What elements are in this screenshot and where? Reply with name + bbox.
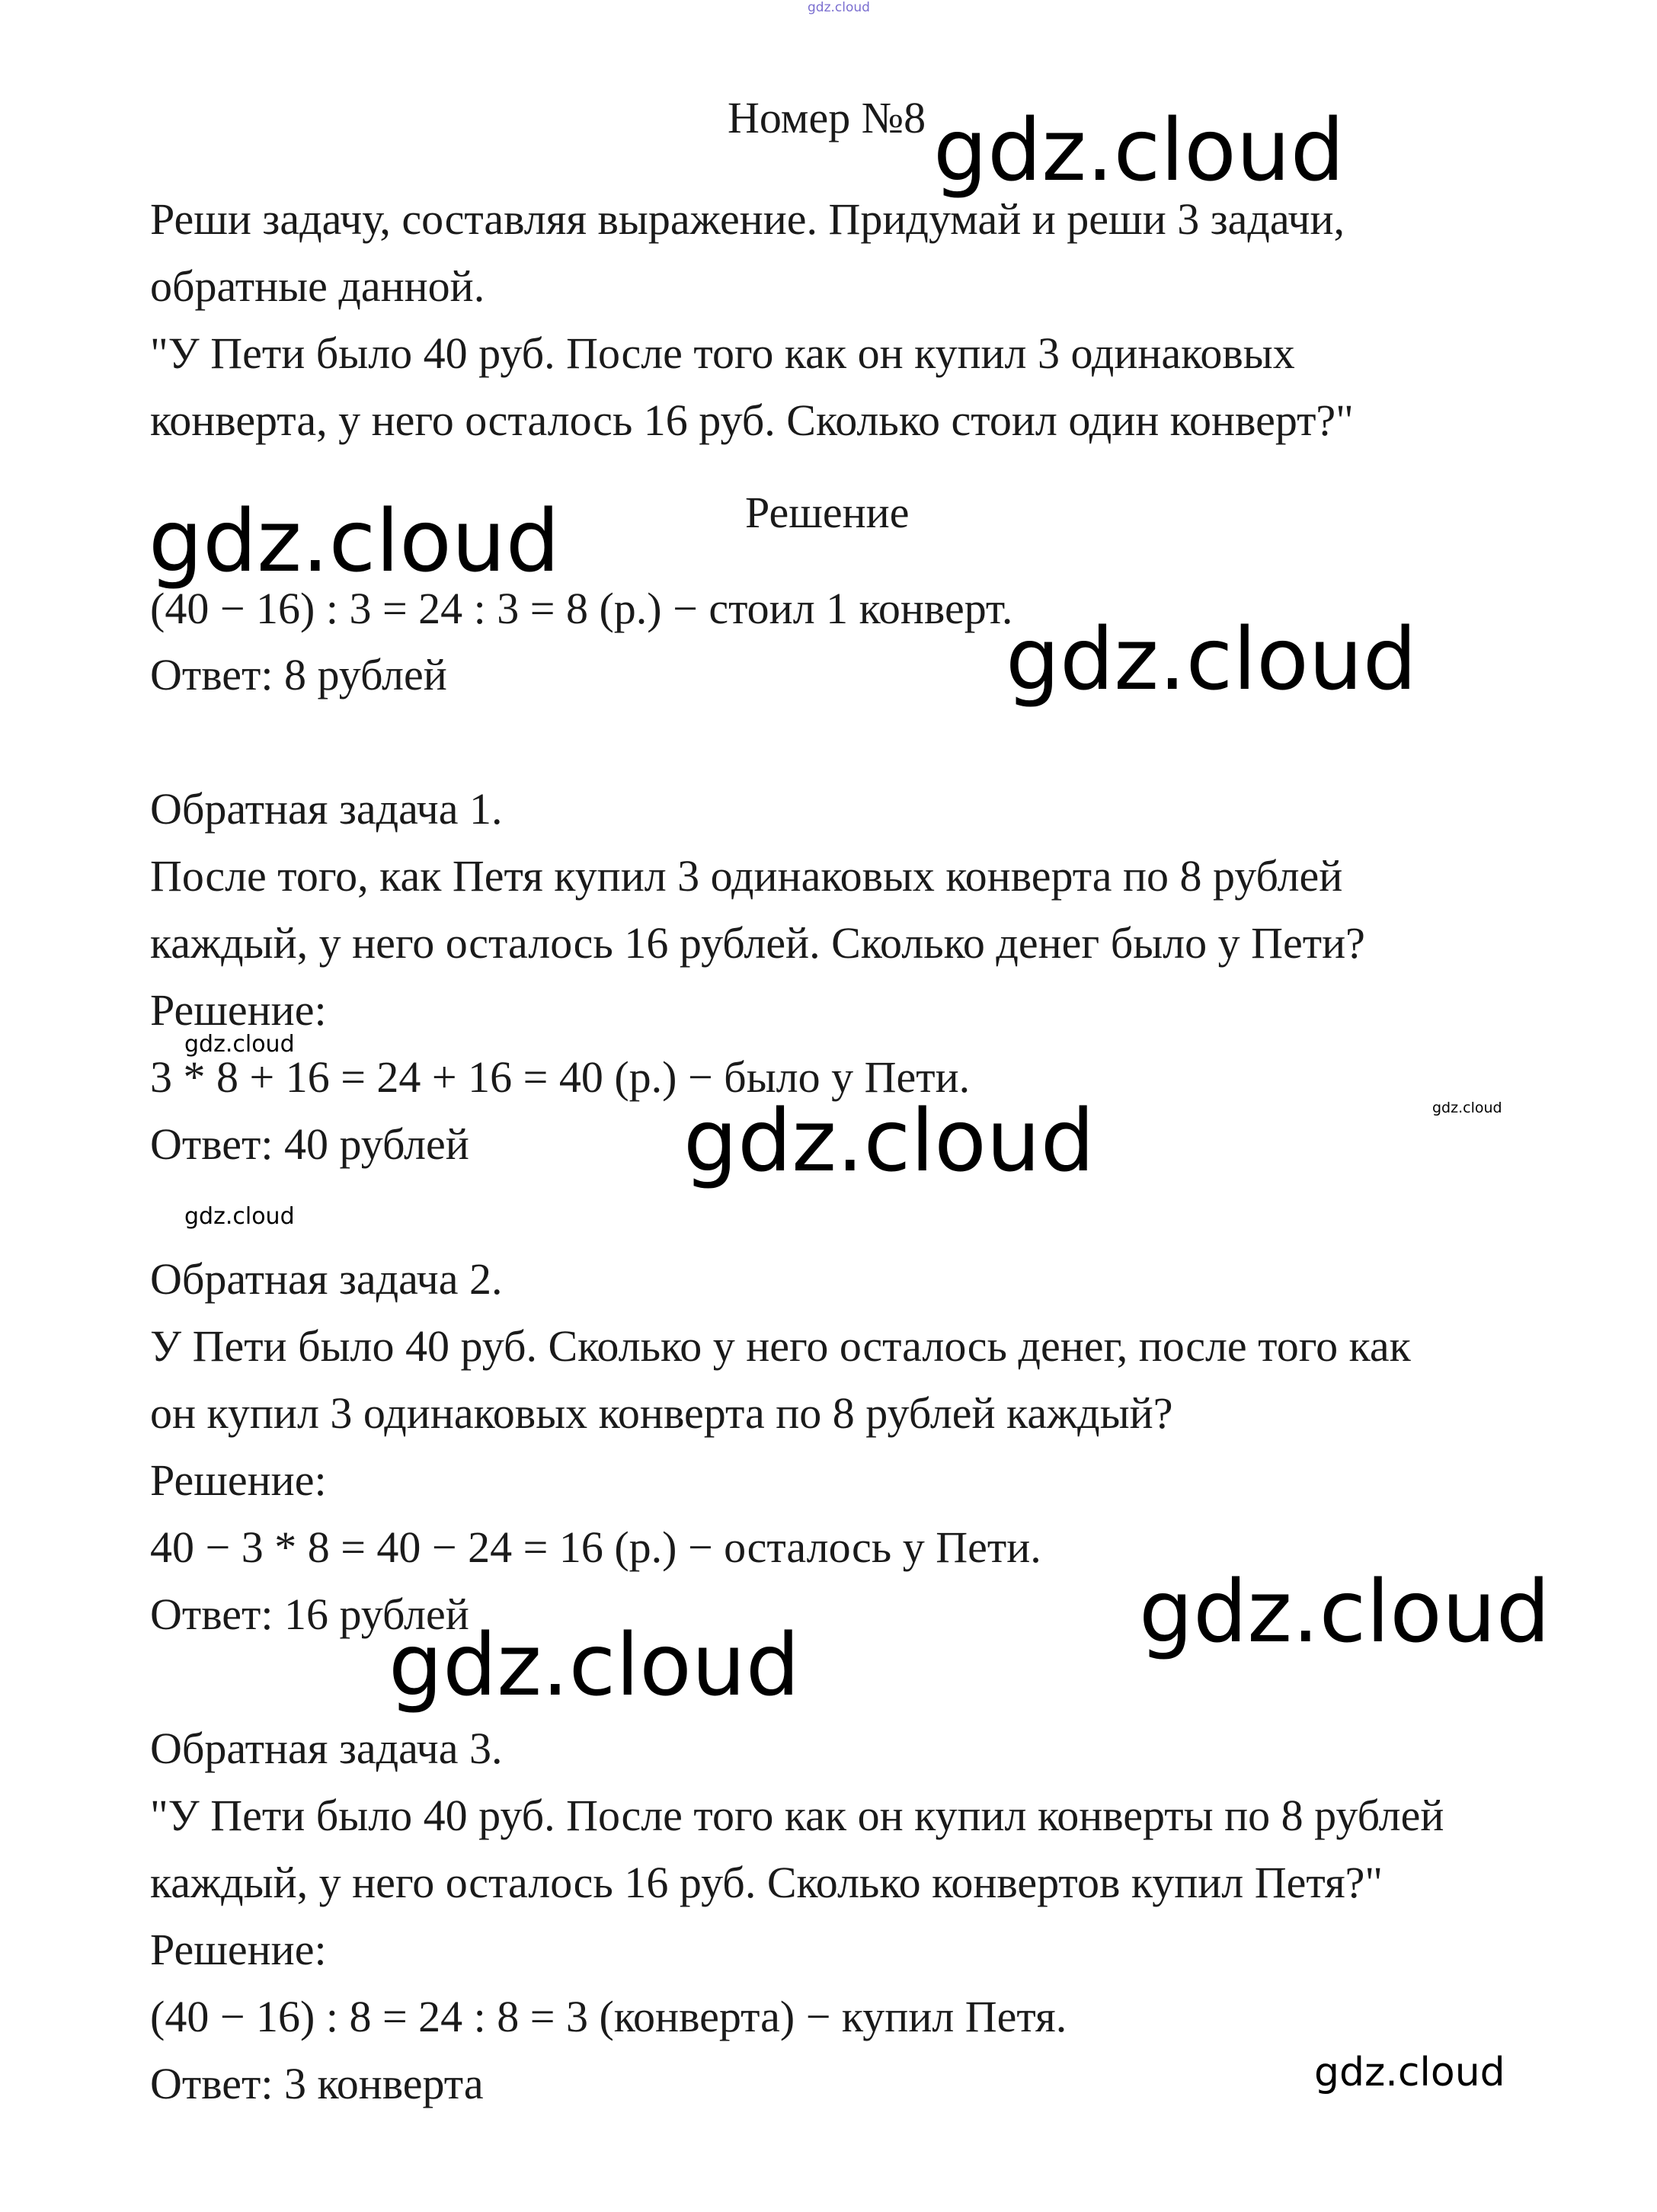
inverse-task-3-text: каждый, у него осталось 16 руб. Сколько конвертов купил Петя?" [150, 1858, 1383, 1907]
watermark: gdz.cloud [1314, 2050, 1505, 2095]
inverse-task-1-text: После того, как Петя купил 3 одинаковых конверта по 8 рублей [150, 851, 1343, 901]
watermark-top: gdz.cloud [808, 0, 870, 15]
watermark: gdz.cloud [184, 1203, 295, 1230]
inverse-task-1-expression: 3 * 8 + 16 = 24 + 16 = 40 (р.) − было у Пети. [150, 1052, 971, 1102]
watermark: gdz.cloud [1139, 1563, 1550, 1662]
inverse-task-2-answer: Ответ: 16 рублей [150, 1589, 469, 1639]
solution-heading: Решение [745, 488, 910, 537]
watermark: gdz.cloud [389, 1616, 800, 1715]
watermark: gdz.cloud [149, 492, 560, 591]
inverse-task-3-text: "У Пети было 40 руб. После того как он купил конверты по 8 рублей [150, 1791, 1444, 1840]
watermark: gdz.cloud [184, 1031, 295, 1058]
inverse-task-2-heading: Обратная задача 2. [150, 1254, 503, 1304]
inverse-task-2-text: он купил 3 одинаковых конверта по 8 рублей каждый? [150, 1388, 1173, 1438]
watermark: gdz.cloud [1432, 1100, 1502, 1116]
page-title: Номер №8 [728, 93, 926, 142]
inverse-task-1-text: каждый, у него осталось 16 рублей. Сколько денег было у Пети? [150, 918, 1365, 968]
watermark: gdz.cloud [1006, 610, 1417, 709]
inverse-task-2-text: У Пети было 40 руб. Сколько у него осталось денег, после того как [150, 1321, 1411, 1371]
inverse-task-2-solution-label: Решение: [150, 1455, 327, 1505]
watermark: gdz.cloud [933, 101, 1345, 200]
watermark: gdz.cloud [683, 1092, 1095, 1191]
inverse-task-3-answer: Ответ: 3 конверта [150, 2059, 484, 2108]
inverse-task-1-answer: Ответ: 40 рублей [150, 1119, 469, 1169]
task-text-line: обратные данной. [150, 261, 485, 311]
inverse-task-1-heading: Обратная задача 1. [150, 784, 503, 834]
task-text-line: конверта, у него осталось 16 руб. Сколько стоил один конверт?" [150, 395, 1354, 445]
solution-expression: (40 − 16) : 3 = 24 : 3 = 8 (р.) − стоил 1 конверт. [150, 584, 1013, 633]
solution-answer: Ответ: 8 рублей [150, 650, 447, 699]
inverse-task-1-solution-label: Решение: [150, 985, 327, 1035]
inverse-task-3-heading: Обратная задача 3. [150, 1724, 503, 1773]
task-text-line: "У Пети было 40 руб. После того как он купил 3 одинаковых [150, 328, 1295, 378]
inverse-task-2-expression: 40 − 3 * 8 = 40 − 24 = 16 (р.) − осталось у Пети. [150, 1522, 1041, 1572]
inverse-task-3-expression: (40 − 16) : 8 = 24 : 8 = 3 (конверта) − купил Петя. [150, 1992, 1067, 2041]
inverse-task-3-solution-label: Решение: [150, 1925, 327, 1974]
task-text-line: Реши задачу, составляя выражение. Придумай и реши 3 задачи, [150, 194, 1345, 244]
